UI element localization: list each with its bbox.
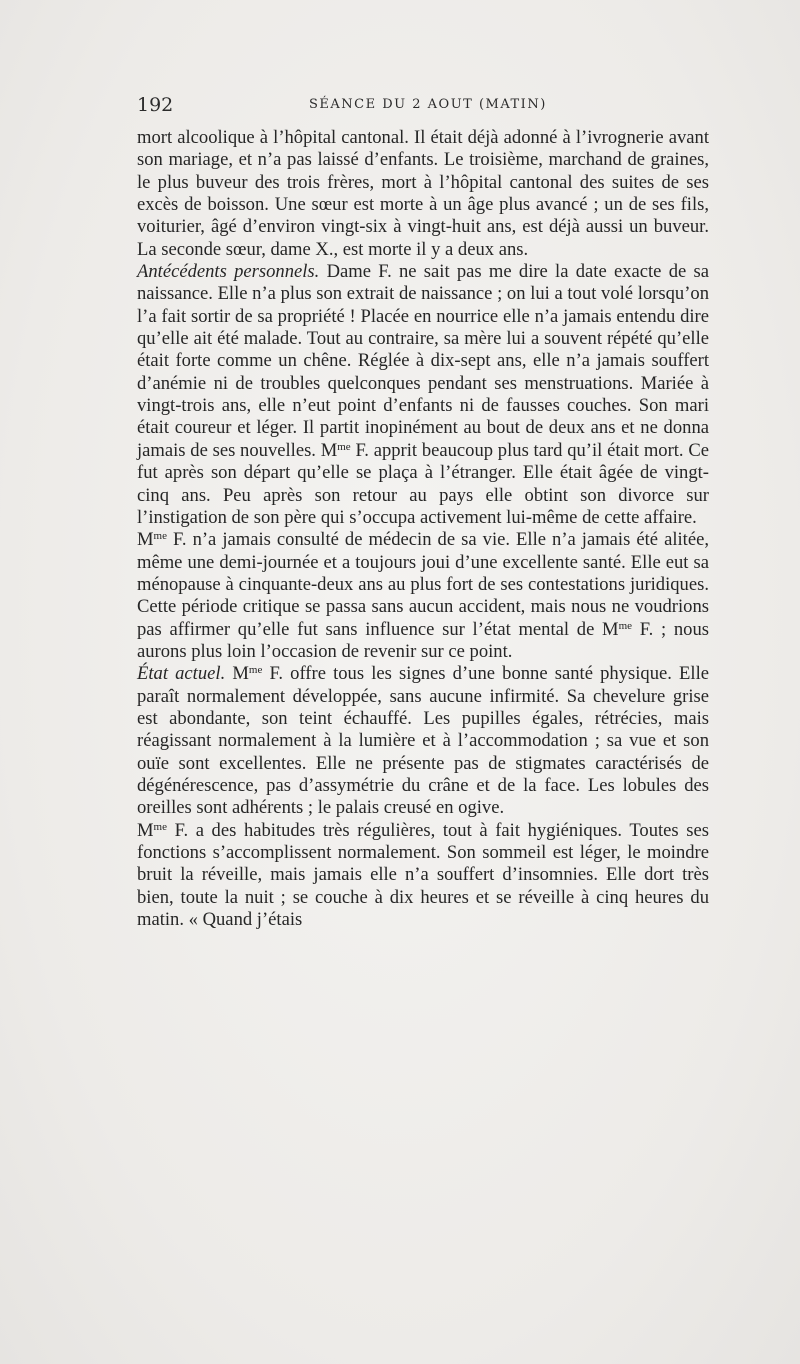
paragraph-text: F. n’a jamais consulté de médecin de sa vie. Elle n’a jamais été alitée, même une demi-journée et a toujours joui d’une excellente santé. Elle eut sa ménopause à cinquante-deux ans au plus fort de ses contestations juridiques. Cette période critique se passa sans aucun accident, mais nous ne voudrions pas affirmer qu’elle fut sans influence sur l’état mental de M	[137, 529, 709, 640]
section-heading-personal-history: Antécédents personnels.	[137, 261, 320, 283]
abbrev-superscript: me	[153, 530, 167, 543]
abbrev-m: M	[137, 819, 154, 841]
paragraph-text: Dame F. ne sait pas me dire la date exacte de sa naissance. Elle n’a plus son extrait de naissance ; on lui a tout volé lorsqu’on l’a fait sortir de sa propriété ! Placée en nourrice elle n’a jamais entendu dire qu’elle ait été malade. Tout au contraire, sa mère lui a souvent répété qu’elle était forte comme un chêne. Réglée à dix-sept ans, elle n’a jamais souffert d’anémie ni de troubles quelconques pendant ses menstruations. Mariée à vingt-trois ans, elle n’eut point d’enfants ni de fausses couches. Son mari était coureur et léger. Il partit inopinément au bout de deux ans et ne donna jamais de ses nouvelles. M	[137, 261, 709, 461]
paragraph-text: F. a des habitudes très régulières, tout à fait hygiéniques. Toutes ses fonctions s’accomplissent normalement. Son sommeil est léger, le moindre bruit la réveille, mais jamais elle n’a souffert d’insomnies. Elle dort très bien, toute la nuit ; se couche à dix heures et se réveille à cinq heures du matin. « Quand j’étais	[137, 819, 709, 931]
body-text	[137, 127, 709, 931]
paragraph-current-state	[137, 663, 709, 819]
paragraph-text: F. apprit beaucoup plus tard qu’il était mort. Ce fut après son départ qu’elle se plaça à l’étranger. Elle était âgée de vingt-cinq ans. Peu après son retour au pays elle obtint son divorce sur l’instigation de son père qui s’occupa activement lui-même de cette affaire.	[137, 439, 709, 528]
paragraph-medical-history	[137, 529, 709, 663]
page-header	[137, 94, 709, 118]
section-heading-current-state: État actuel.	[137, 663, 226, 685]
paragraph-text: F. ; nous aurons plus loin l’occasion de revenir sur ce point.	[137, 618, 709, 662]
paragraph-text: mort alcoolique à l’hôpital cantonal. Il était déjà adonné à l’ivrognerie avant son mariage, et n’a pas laissé d’enfants. Le troisième, marchand de graines, le plus buveur des trois frères, mort à l’hôpital cantonal des suites de ses excès de boisson. Une sœur est morte à un âge plus avancé ; un de ses fils, voiturier, âgé d’environ vingt-six à vingt-huit ans, est déjà aussi un buveur. La seconde sœur, dame X., est morte il y a deux ans.	[137, 127, 709, 260]
abbrev-superscript: me	[618, 619, 633, 632]
abbrev-m: M	[137, 529, 154, 551]
abbrev-superscript: me	[153, 820, 167, 833]
abbrev-superscript: me	[337, 440, 351, 453]
paragraph-text: M	[225, 663, 249, 685]
page-number: 192	[137, 94, 174, 116]
running-head: SÉANCE DU 2 AOUT (MATIN)	[309, 97, 547, 112]
paragraph-family-history	[137, 127, 709, 261]
paragraph-personal-history	[137, 261, 709, 529]
paragraph-habits	[137, 820, 709, 932]
abbrev-superscript: me	[248, 664, 263, 677]
paragraph-text: F. offre tous les signes d’une bonne santé physique. Elle paraît normalement développée, sans aucune infirmité. Sa chevelure grise est abondante, son teint échauffé. Les pupilles égales, rétrécies, mais réagissant normalement à la lumière et à l’accommodation ; sa vue et son ouïe sont excellentes. Elle ne présente pas de stigmates caractérisés de dégénérescence, pas d’assymétrie du crâne et de la face. Les lobules des oreilles sont adhérents ; le palais creusé en ogive.	[137, 663, 709, 819]
